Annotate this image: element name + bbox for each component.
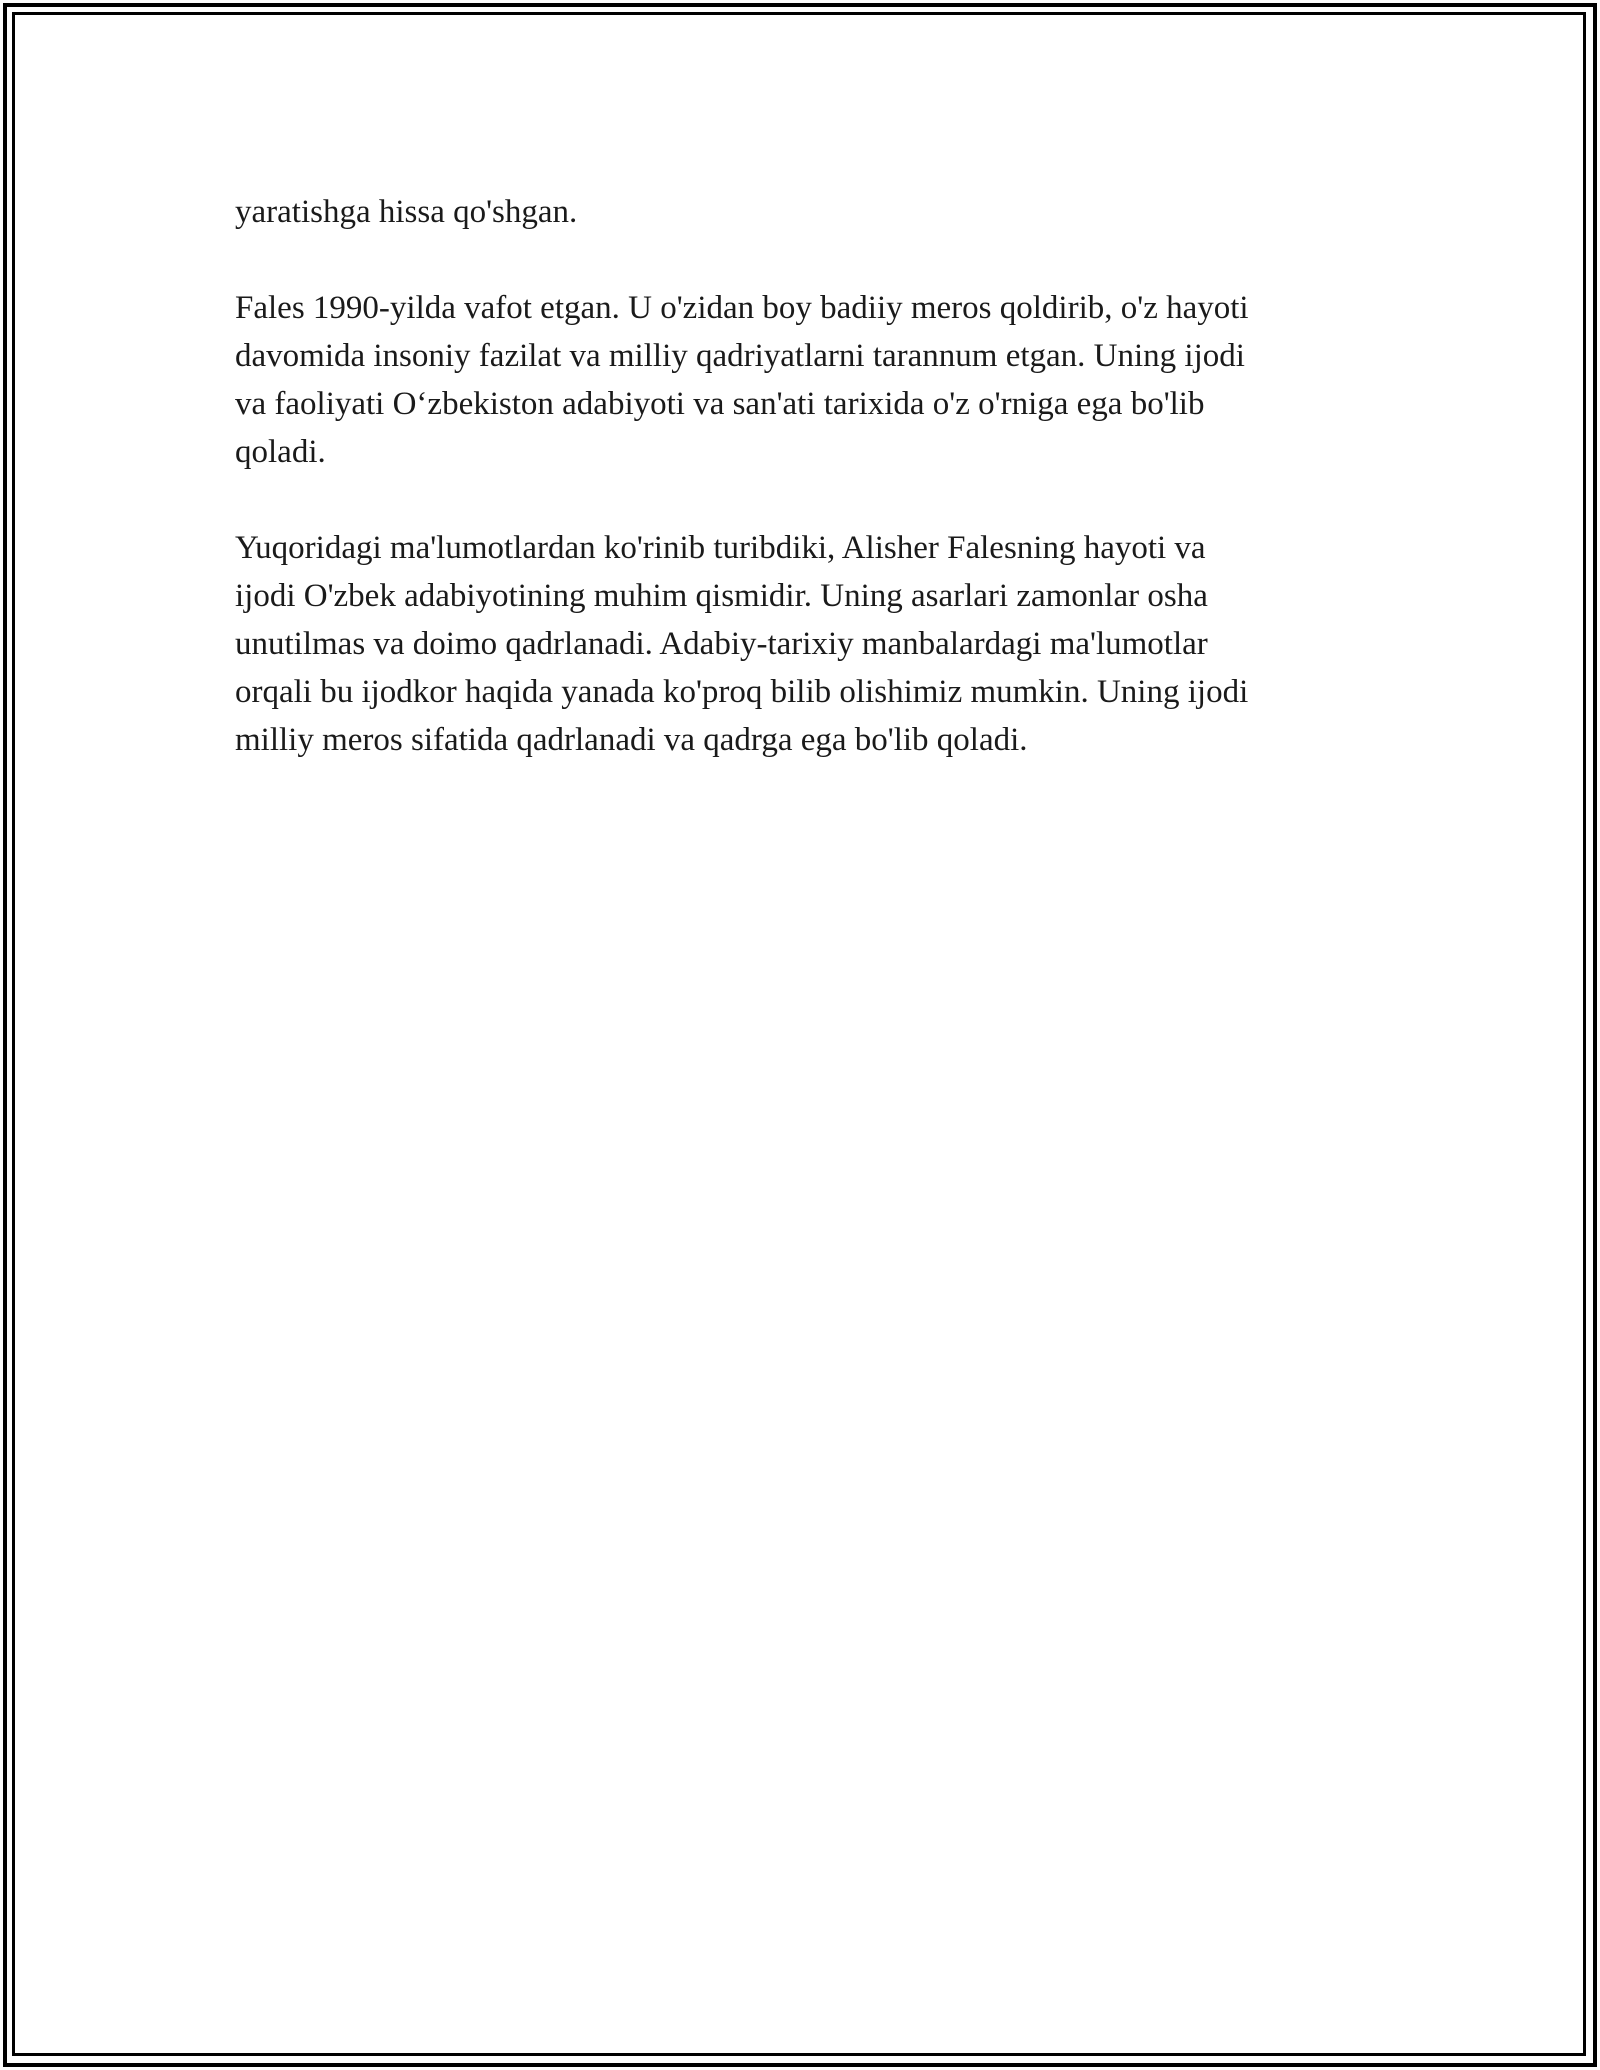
- document-body: [235, 188, 1385, 812]
- paragraph-continuation: yaratishga hissa qo'shgan.: [235, 194, 578, 230]
- paragraph-death-and-legacy: Fales 1990-yilda vafot etgan. U o'zidan boy badiiy meros qoldirib, o'z hayoti davomida insoniy fazilat va milliy qadriyatlarni tarannum etgan. Uning ijodi va faoliyati O‘zbekiston adabiyoti va san'ati tarixida o'z o'rniga ega bo'lib qoladi.: [235, 290, 1249, 470]
- paragraph-conclusion: Yuqoridagi ma'lumotlardan ko'rinib turibdiki, Alisher Falesning hayoti va ijodi O'zbek adabiyotining muhim qismidir. Uning asarlari zamonlar osha unutilmas va doimo qadrlanadi. Adabiy-tarixiy manbalardagi ma'lumotlar orqali bu ijodkor haqida yanada ko'proq bilib olishimiz mumkin. Uning ijodi milliy meros sifatida qadrlanadi va qadrga ega bo'lib qoladi.: [235, 530, 1249, 758]
